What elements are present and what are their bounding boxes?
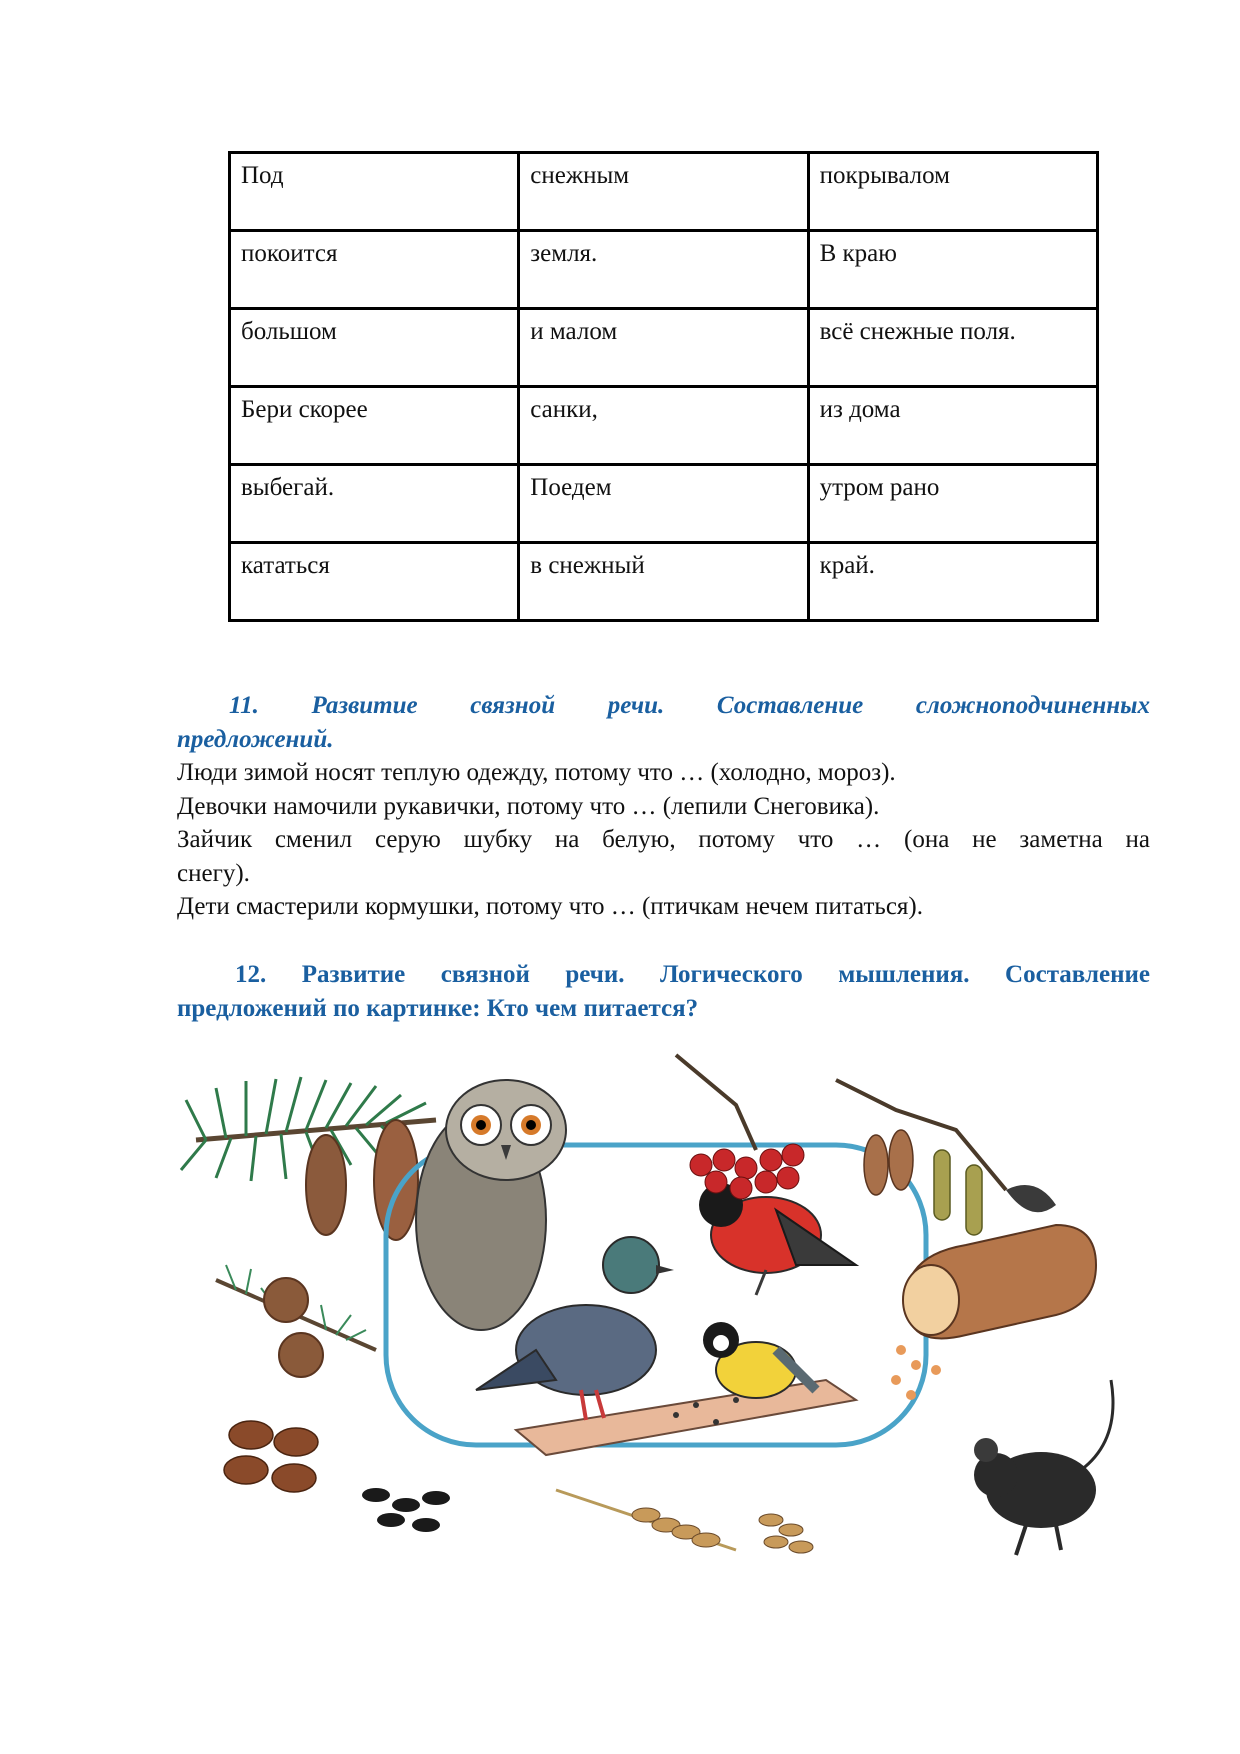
nuts-icon xyxy=(224,1421,318,1492)
table-cell: покоится xyxy=(230,231,519,309)
section-12-heading-line1: 12. Развитие связной речи. Логического мышления. Составление xyxy=(235,961,1150,988)
table-cell: Под xyxy=(230,153,519,231)
table-cell: всё снежные поля. xyxy=(808,309,1097,387)
table-cell: снежным xyxy=(519,153,808,231)
table-row xyxy=(230,543,1098,621)
table-row xyxy=(230,153,1098,231)
table-row xyxy=(230,465,1098,543)
table-cell: и малом xyxy=(519,309,808,387)
mouse-icon xyxy=(974,1380,1113,1555)
sentence: Люди зимой носят теплую одежду, потому что … (холодно, мороз). xyxy=(177,759,896,786)
section-11 xyxy=(177,689,1150,924)
table-row xyxy=(230,387,1098,465)
section-12-heading-line2: предложений по картинке: Кто чем питается? xyxy=(177,994,699,1022)
table-cell: в снежный xyxy=(519,543,808,621)
table-cell: край. xyxy=(808,543,1097,621)
table-cell: покрывалом xyxy=(808,153,1097,231)
table-cell: из дома xyxy=(808,387,1097,465)
feeding-illustration xyxy=(176,1050,1160,1610)
table-cell: земля. xyxy=(519,231,808,309)
table-cell: кататься xyxy=(230,543,519,621)
table-cell: Поедем xyxy=(519,465,808,543)
table-cell: большом xyxy=(230,309,519,387)
grain-icon xyxy=(556,1490,813,1553)
section-12 xyxy=(177,958,1150,1025)
sentence-continuation: снегу). xyxy=(177,859,250,887)
sentence: Дети смастерили кормушки, потому что … (птичкам нечем питаться). xyxy=(177,893,923,920)
sunflower-seeds-icon xyxy=(362,1488,450,1532)
table-cell: В краю xyxy=(808,231,1097,309)
section-11-heading-line2: предложений. xyxy=(177,725,334,753)
section-11-heading-line1: 11. Развитие связной речи. Составление сложноподчиненных xyxy=(229,692,1150,719)
sentence: Зайчик сменил серую шубку на белую, потому что … (она не заметна на xyxy=(177,826,1150,853)
rowan-berries-icon xyxy=(676,1055,804,1199)
section-11-heading xyxy=(177,689,1150,723)
section-12-heading xyxy=(177,958,1150,992)
sentence: Девочки намочили рукавички, потому что … (лепили Снеговика). xyxy=(177,792,880,820)
table-row xyxy=(230,309,1098,387)
table-cell: санки, xyxy=(519,387,808,465)
bullfinch-icon xyxy=(699,1183,856,1295)
catkins-icon xyxy=(836,1080,1056,1235)
poem-table xyxy=(228,151,1099,622)
table-cell: выбегай. xyxy=(230,465,519,543)
table-cell: Бери скорее xyxy=(230,387,519,465)
owl-icon xyxy=(416,1080,566,1330)
fir-branch-icon xyxy=(181,1077,436,1240)
table-row xyxy=(230,231,1098,309)
larch-branch-icon xyxy=(216,1265,376,1377)
table-cell: утром рано xyxy=(808,465,1097,543)
